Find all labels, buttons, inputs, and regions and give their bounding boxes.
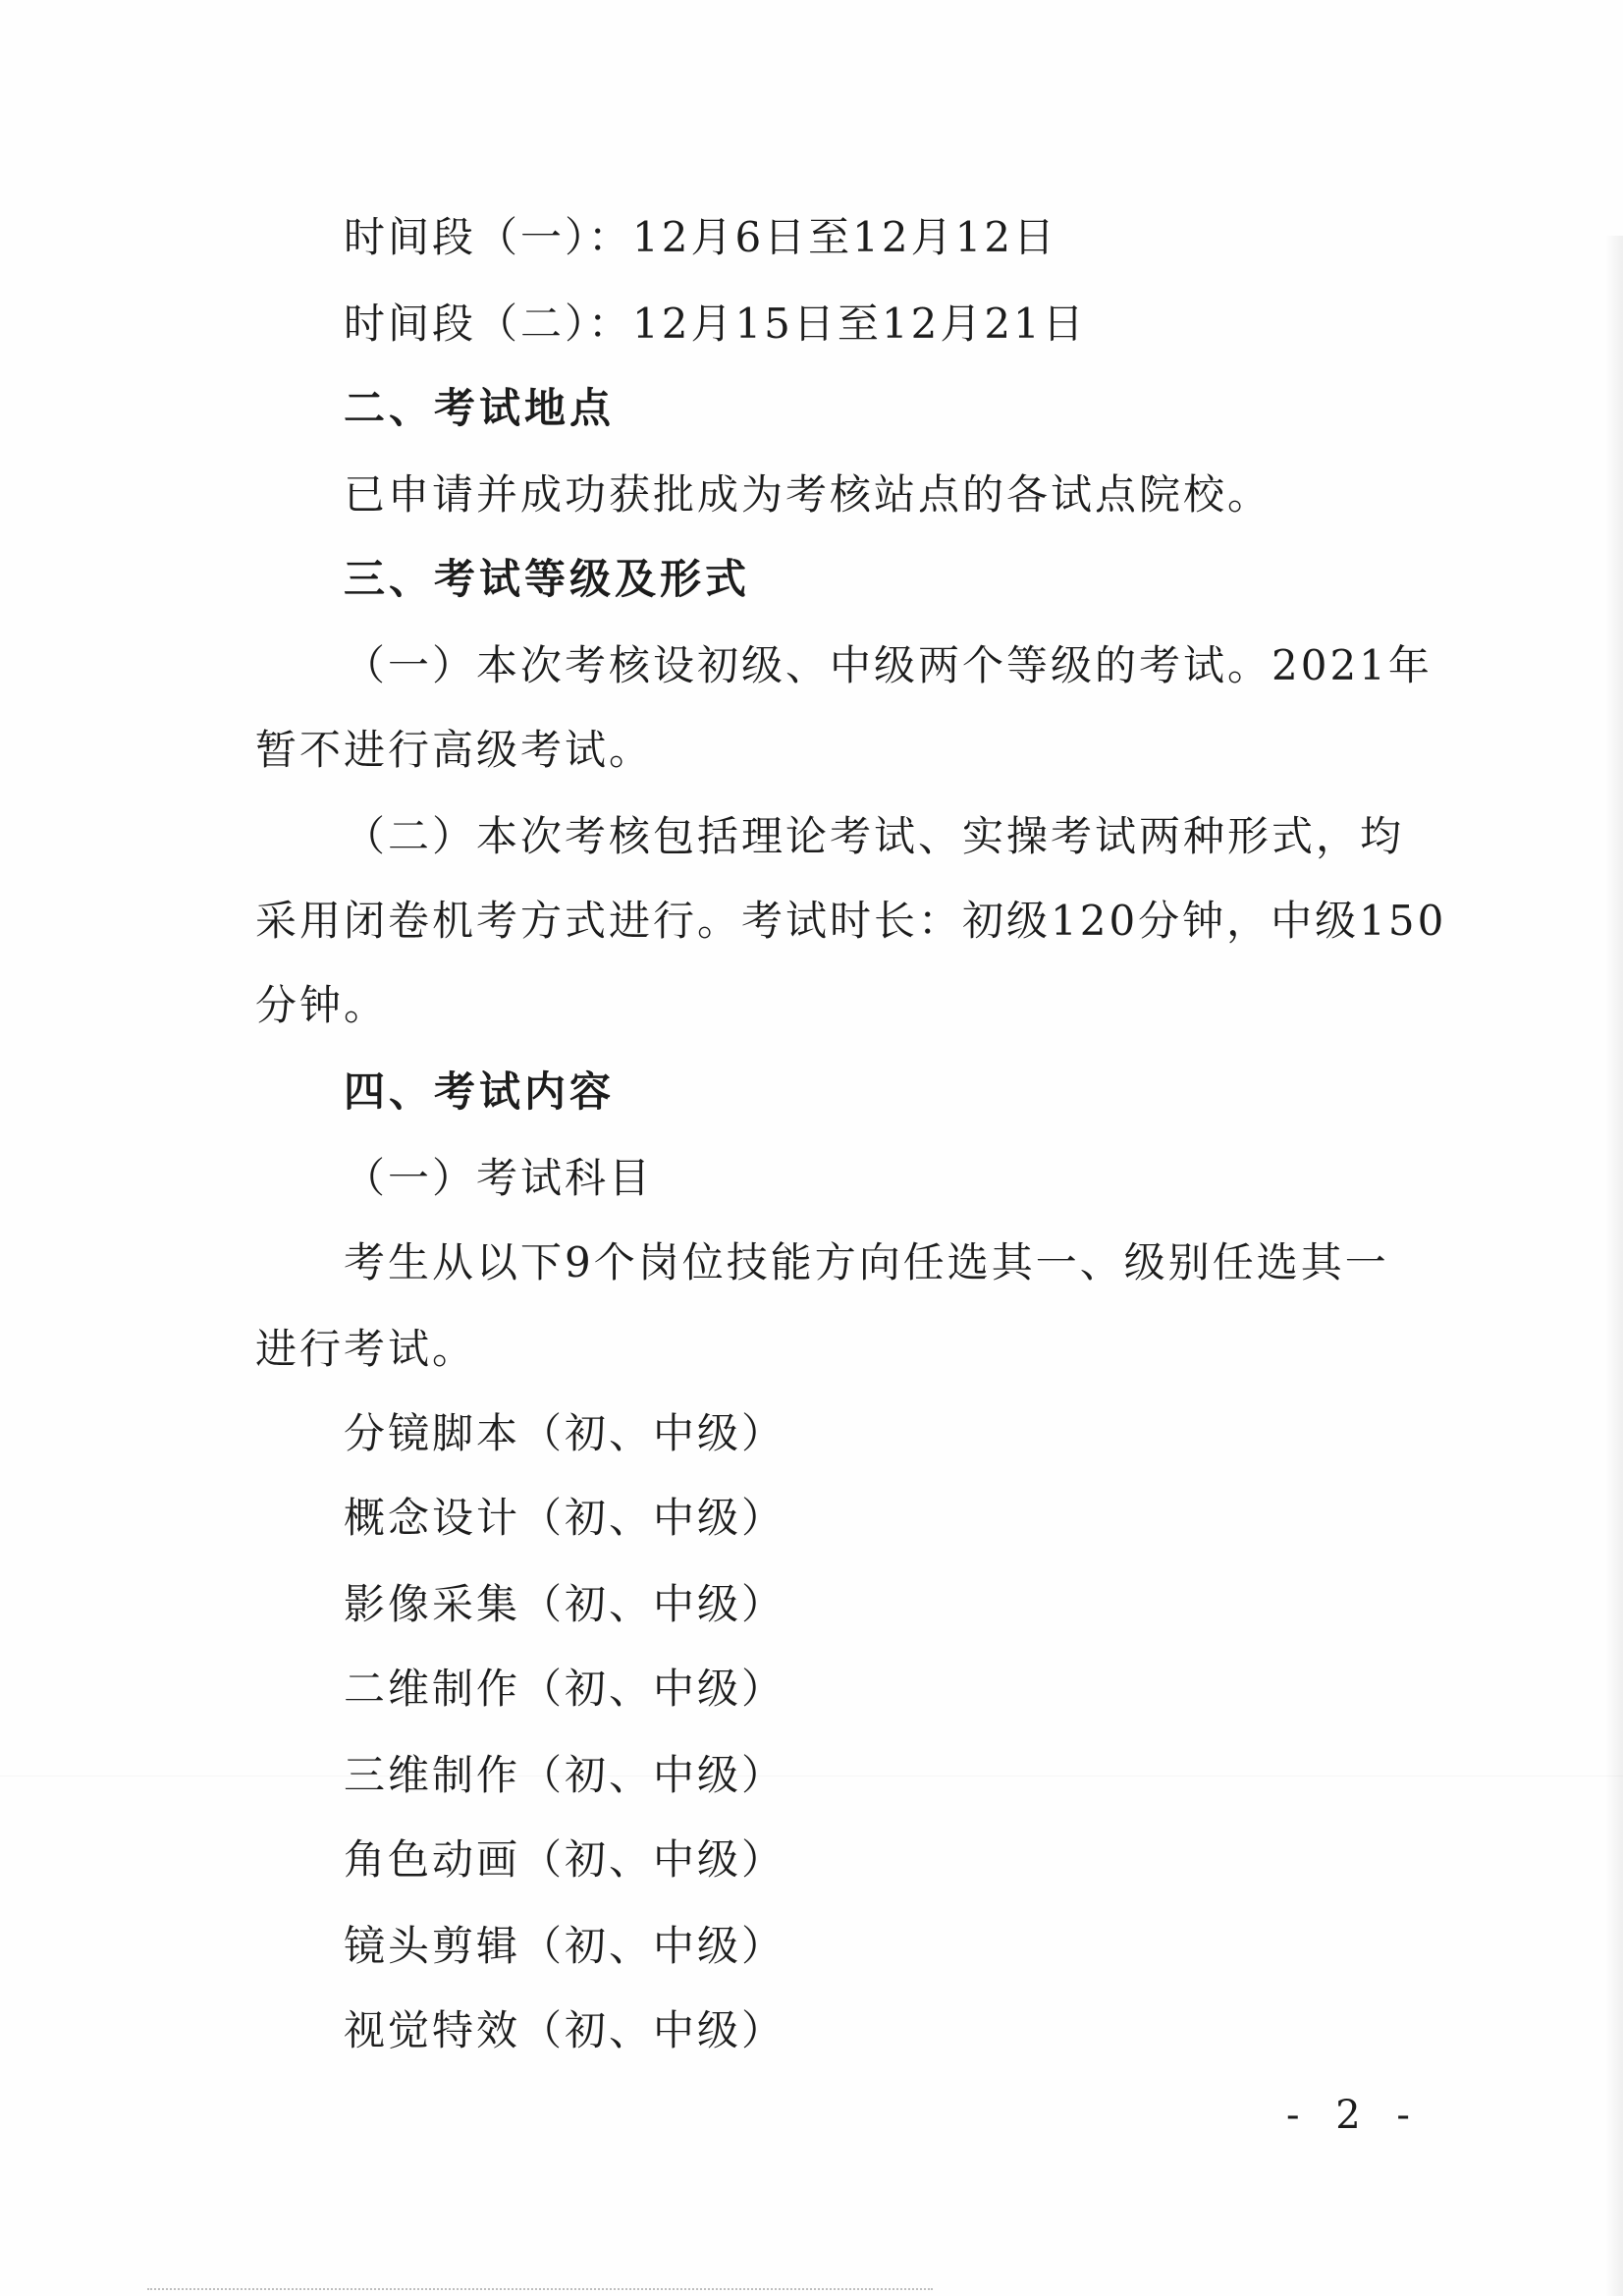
format-paragraph-line-2: 采用闭卷机考方式进行。考试时长：初级120分钟，中级150 [255, 897, 1447, 945]
page-number: - 2 - [1286, 2093, 1422, 2138]
level-paragraph-line-2: 暂不进行高级考试。 [255, 726, 654, 774]
level-paragraph-line-1: （一）本次考核设初级、中级两个等级的考试。2021年 [344, 641, 1433, 689]
period-two-line: 时间段（二）：12月15日至12月21日 [344, 300, 1087, 348]
subject-item-storyboard: 分镜脚本（初、中级） [344, 1409, 786, 1457]
scan-dots [147, 2288, 933, 2293]
period-one-line: 时间段（一）：12月6日至12月12日 [344, 213, 1058, 261]
subject-item-visual-effects: 视觉特效（初、中级） [344, 2006, 786, 2054]
section-heading-location: 二、考试地点 [344, 384, 616, 432]
subsection-heading-subjects: （一）考试科目 [344, 1154, 654, 1202]
scan-edge-shadow [1605, 236, 1623, 2296]
subject-item-3d-production: 三维制作（初、中级） [344, 1751, 786, 1799]
subject-item-2d-production: 二维制作（初、中级） [344, 1665, 786, 1713]
format-paragraph-line-1: （二）本次考核包括理论考试、实操考试两种形式，均 [344, 812, 1405, 860]
format-paragraph-line-3: 分钟。 [255, 981, 389, 1029]
subject-item-concept-design: 概念设计（初、中级） [344, 1494, 786, 1542]
location-paragraph: 已申请并成功获批成为考核站点的各试点院校。 [344, 470, 1272, 519]
subject-item-character-animation: 角色动画（初、中级） [344, 1835, 786, 1884]
section-heading-level-format: 三、考试等级及形式 [344, 555, 751, 603]
scan-line [0, 1776, 1623, 1777]
subjects-paragraph-line-1: 考生从以下9个岗位技能方向任选其一、级别任选其一 [344, 1238, 1389, 1286]
subject-item-shot-editing: 镜头剪辑（初、中级） [344, 1922, 786, 1970]
subjects-paragraph-line-2: 进行考试。 [255, 1325, 477, 1373]
subject-item-image-capture: 影像采集（初、中级） [344, 1580, 786, 1628]
section-heading-content: 四、考试内容 [344, 1067, 616, 1116]
